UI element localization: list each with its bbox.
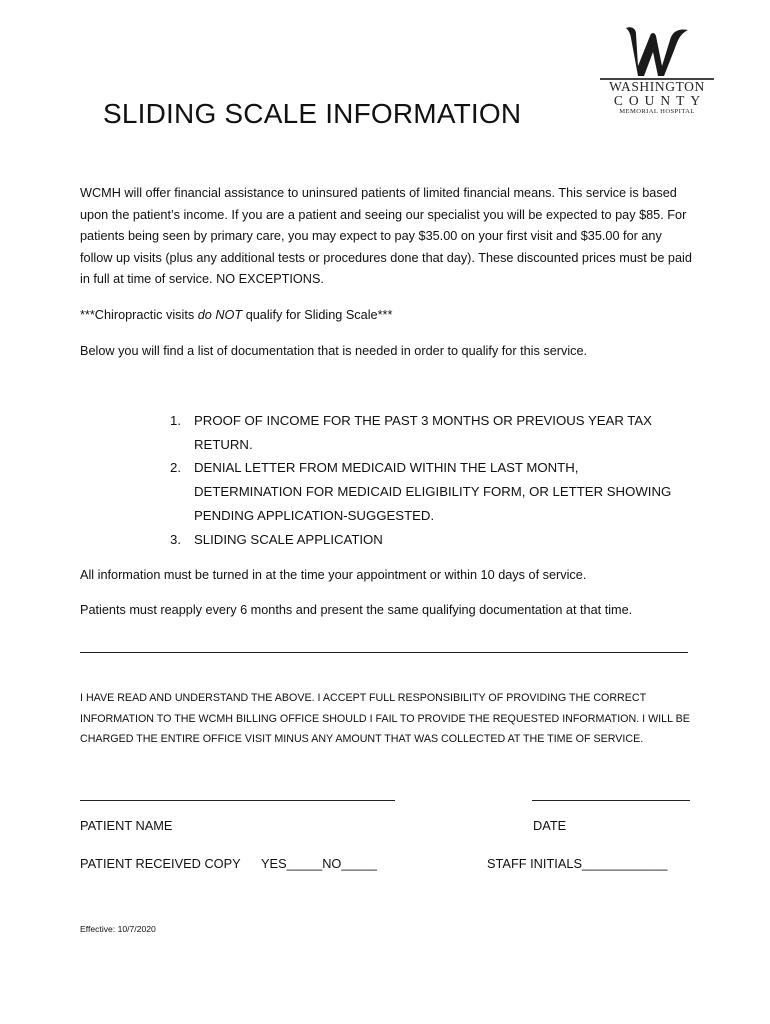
chiropractic-prefix: ***Chiropractic visits (80, 308, 198, 322)
documentation-intro: Below you will find a list of documentation that is needed in order to qualify for this service. (80, 344, 588, 358)
list-item-text: PROOF OF INCOME FOR THE PAST 3 MONTHS OR PREVIOUS YEAR TAX RETURN. (194, 413, 652, 452)
list-item-text: SLIDING SCALE APPLICATION (194, 531, 383, 547)
staff-initials-field[interactable]: STAFF INITIALS____________ (487, 856, 668, 871)
effective-date: Effective: 10/7/2020 (80, 924, 156, 934)
page-title: SLIDING SCALE INFORMATION (103, 98, 522, 129)
date-label: DATE (533, 818, 567, 833)
intro-paragraph: WCMH will offer financial assistance to uninsured patients of limited financial means. This service is based upon the patient’s income. If you are a patient and seeing our specialist you will be expected to pay $85. For patients being seen by primary care, you may expect to pay $35.00 on your first visit and $35.00 for any follow up visits (plus any additional tests or procedures done that day). These discounted prices must be paid in full at time of service. NO EXCEPTIONS. (80, 186, 692, 286)
section-divider (80, 652, 688, 653)
list-item (170, 456, 690, 527)
hospital-logo (598, 26, 716, 122)
logo-line-3: MEMORIAL HOSPITAL (619, 107, 695, 115)
chiropractic-notice (80, 305, 692, 327)
list-item (170, 528, 690, 552)
reapply-notice: Patients must reapply every 6 months and present the same qualifying documentation at that time. (80, 603, 633, 617)
chiropractic-emphasis: do NOT (197, 308, 243, 322)
patient-name-label: PATIENT NAME (80, 818, 173, 833)
list-item-text: DENIAL LETTER FROM MEDICAID WITHIN THE LAST MONTH, DETERMINATION FOR MEDICAID ELIGIBILITY FORM, OR LETTER SHOWING PENDING APPLICATION-SUGGESTED. (194, 460, 672, 523)
acknowledgement-text: I HAVE READ AND UNDERSTAND THE ABOVE. I ACCEPT FULL RESPONSIBILITY OF PROVIDING THE CORRECT INFORMATION TO THE WCMH BILLING OFFICE SHOULD I FAIL TO PROVIDE THE REQUESTED INFORMATION. I WILL BE CHARGED THE ENTIRE OFFICE VISIT MINUS ANY AMOUNT THAT WAS COLLECTED AT THE TIME OF SERVICE. (80, 692, 690, 746)
date-signature-line[interactable] (532, 800, 690, 801)
received-copy-label: PATIENT RECEIVED COPY (80, 856, 241, 871)
yes-no-field[interactable]: YES_____NO_____ (261, 856, 377, 871)
logo-w-mark (598, 26, 716, 78)
list-item (170, 409, 690, 456)
patient-name-signature-line[interactable] (80, 800, 395, 801)
logo-line-2: COUNTY (613, 92, 707, 108)
list-item-number: 3. (170, 531, 181, 547)
turn-in-notice: All information must be turned in at the time your appointment or within 10 days of service. (80, 568, 587, 582)
list-item-number: 1. (170, 413, 181, 428)
logo-line-1: WASHINGTON (609, 78, 705, 94)
requirements-list (170, 409, 690, 551)
chiropractic-suffix: qualify for Sliding Scale*** (242, 308, 393, 322)
list-item-number: 2. (170, 460, 181, 476)
